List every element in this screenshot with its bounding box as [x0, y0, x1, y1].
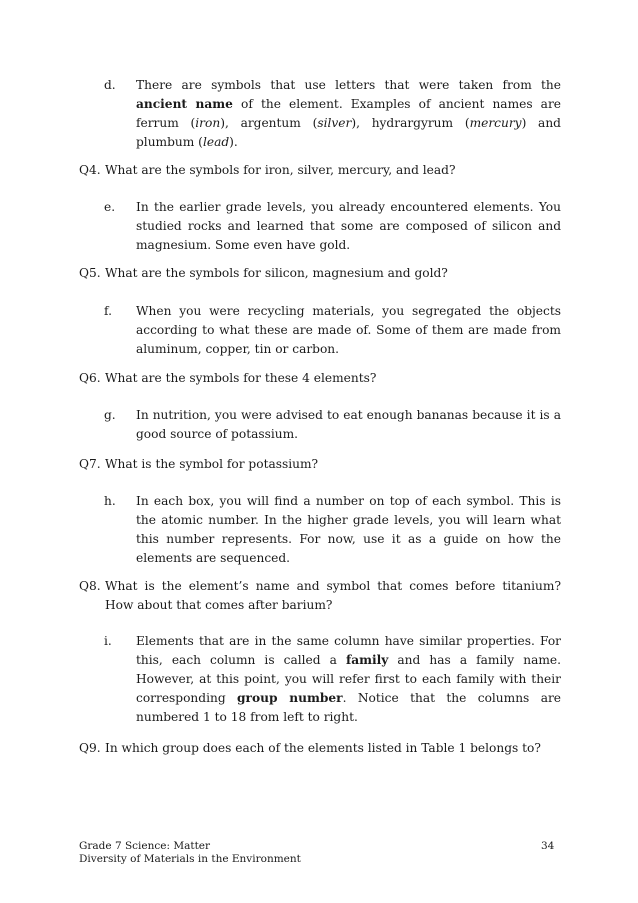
question-text: What are the symbols for silicon, magnesium and gold? — [105, 266, 448, 280]
question-q9 — [79, 739, 561, 758]
question-text: In which group does each of the elements listed in Table 1 belongs to? — [105, 741, 541, 755]
question-q5 — [79, 264, 561, 283]
list-item-e — [104, 198, 561, 255]
item-marker: d. — [104, 78, 116, 92]
item-marker: h. — [104, 494, 116, 508]
bold-term: group number — [237, 691, 343, 705]
question-marker: Q8. — [79, 579, 101, 593]
page-number: 34 — [541, 840, 555, 852]
list-item-d — [104, 76, 561, 152]
question-q8 — [79, 577, 561, 615]
footer-module-title: Diversity of Materials in the Environment — [79, 853, 301, 865]
item-marker: e. — [104, 200, 116, 214]
item-text: In each box, you will find a number on top of each symbol. This is the atomic number. In the higher grade levels, you will learn what this number represents. For now, use it as a guide on how the elements are sequenced. — [136, 494, 561, 565]
list-item-i — [104, 632, 561, 727]
item-text: In nutrition, you were advised to eat enough bananas because it is a good source of potassium. — [136, 408, 561, 441]
question-marker: Q5. — [79, 266, 101, 280]
item-text: Elements that are in the same column have similar properties. For this, each column is called a family and has a family name. However, at this point, you will refer first to each family with their corresponding group number. Notice that the columns are numbered 1 to 18 from left to right. — [136, 634, 562, 724]
list-item-g — [104, 406, 561, 444]
bold-term: ancient name — [136, 97, 233, 111]
question-q7 — [79, 455, 561, 474]
item-text: When you were recycling materials, you segregated the objects according to what these are made of. Some of them are made from aluminum, copper, tin or carbon. — [136, 304, 561, 356]
question-marker: Q9. — [79, 741, 101, 755]
question-q4 — [79, 161, 561, 180]
item-marker: i. — [104, 634, 112, 648]
list-item-f — [104, 302, 561, 359]
item-text: There are symbols that use letters that were taken from the ancient name of the element. Examples of ancient names are ferrum (iron), argentum (silver), hydrargyrum (mercury) and plumbum (lead). — [136, 78, 561, 149]
question-marker: Q7. — [79, 457, 101, 471]
item-text: In the earlier grade levels, you already encountered elements. You studied rocks and learned that some are composed of silicon and magnesium. Some even have gold. — [136, 200, 561, 252]
list-item-h — [104, 492, 561, 568]
question-text: What are the symbols for these 4 elements? — [105, 371, 377, 385]
question-text: What are the symbols for iron, silver, mercury, and lead? — [105, 163, 456, 177]
bold-term: family — [345, 653, 389, 667]
page-footer — [79, 840, 301, 866]
question-text: What is the symbol for potassium? — [105, 457, 319, 471]
question-text: What is the element’s name and symbol that comes before titanium? How about that comes after barium? — [105, 579, 561, 612]
question-q6 — [79, 369, 561, 388]
item-marker: f. — [104, 304, 112, 318]
question-marker: Q4. — [79, 163, 101, 177]
item-marker: g. — [104, 408, 116, 422]
question-marker: Q6. — [79, 371, 101, 385]
footer-course-title: Grade 7 Science: Matter — [79, 840, 211, 852]
